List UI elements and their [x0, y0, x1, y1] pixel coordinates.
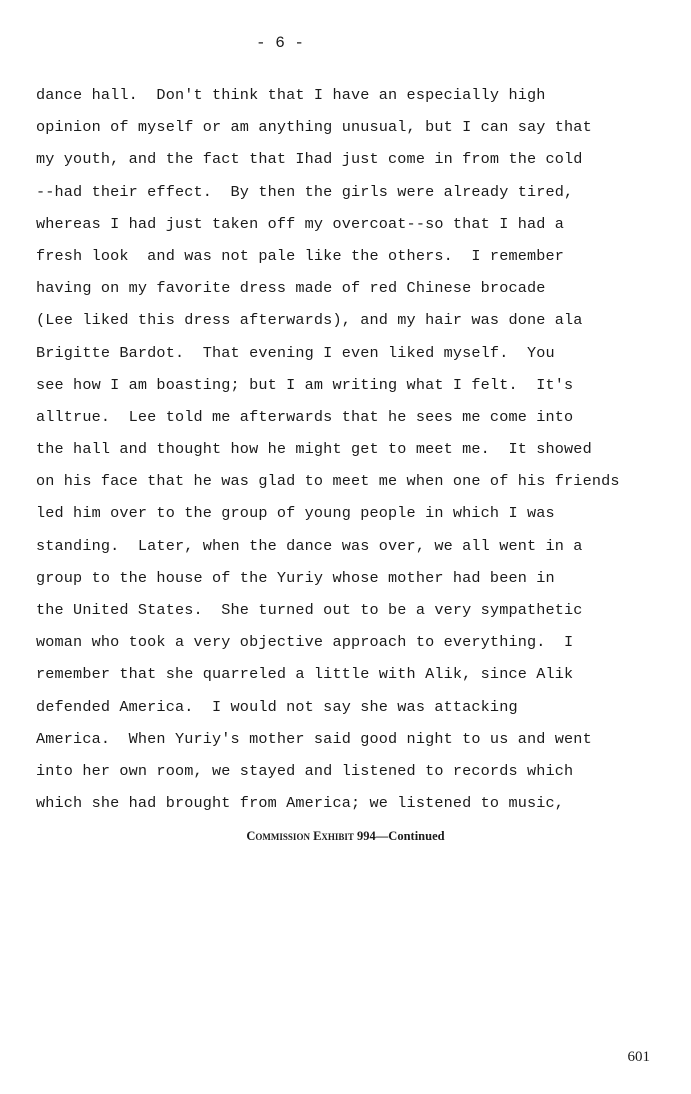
- text-line: (Lee liked this dress afterwards), and my hair was done ala: [36, 311, 583, 330]
- text-line: --had their effect. By then the girls were already tired,: [36, 182, 574, 201]
- text-line: Brigitte Bardot. That evening I even liked myself. You: [36, 343, 555, 362]
- text-line: fresh look and was not pale like the others. I remember: [36, 246, 565, 265]
- text-line: the United States. She turned out to be a very sympathetic: [36, 601, 583, 619]
- exhibit-caption-suffix: —Continued: [375, 829, 445, 843]
- exhibit-caption: [0, 829, 691, 844]
- document-body: [36, 82, 666, 822]
- text-line: on his face that he was glad to meet me when one of his friends: [36, 472, 620, 491]
- text-line: standing. Later, when the dance was over, we all went in a: [36, 536, 583, 555]
- text-line: America. When Yuriy's mother said good night to us and went: [36, 729, 592, 748]
- text-line: opinion of myself or am anything unusual, but I can say that: [36, 118, 592, 137]
- text-line: into her own room, we stayed and listened to records which: [36, 761, 574, 780]
- exhibit-caption-title: Commission Exhibit 994: [246, 829, 376, 843]
- page-marker: - 6 -: [255, 34, 304, 52]
- text-line: woman who took a very objective approach to everything. I: [36, 633, 574, 652]
- text-line: dance hall. Don't think that I have an especially high: [36, 86, 546, 104]
- text-line: remember that she quarreled a little with Alik, since Alik: [36, 665, 574, 684]
- text-line: led him over to the group of young people in which I was: [36, 504, 555, 523]
- text-line: the hall and thought how he might get to meet me. It showed: [36, 440, 592, 459]
- text-line: group to the house of the Yuriy whose mother had been in: [36, 568, 555, 587]
- text-line: having on my favorite dress made of red Chinese brocade: [36, 279, 546, 298]
- text-line: alltrue. Lee told me afterwards that he sees me come into: [36, 407, 574, 426]
- text-line: defended America. I would not say she was attacking: [36, 697, 518, 716]
- text-line: whereas I had just taken off my overcoat--so that I had a: [36, 214, 565, 233]
- text-line: see how I am boasting; but I am writing what I felt. It's: [36, 375, 574, 394]
- page-number: 601: [627, 1049, 650, 1065]
- text-line: my youth, and the fact that Ihad just come in from the cold: [36, 150, 583, 169]
- text-line: which she had brought from America; we listened to music,: [36, 794, 565, 813]
